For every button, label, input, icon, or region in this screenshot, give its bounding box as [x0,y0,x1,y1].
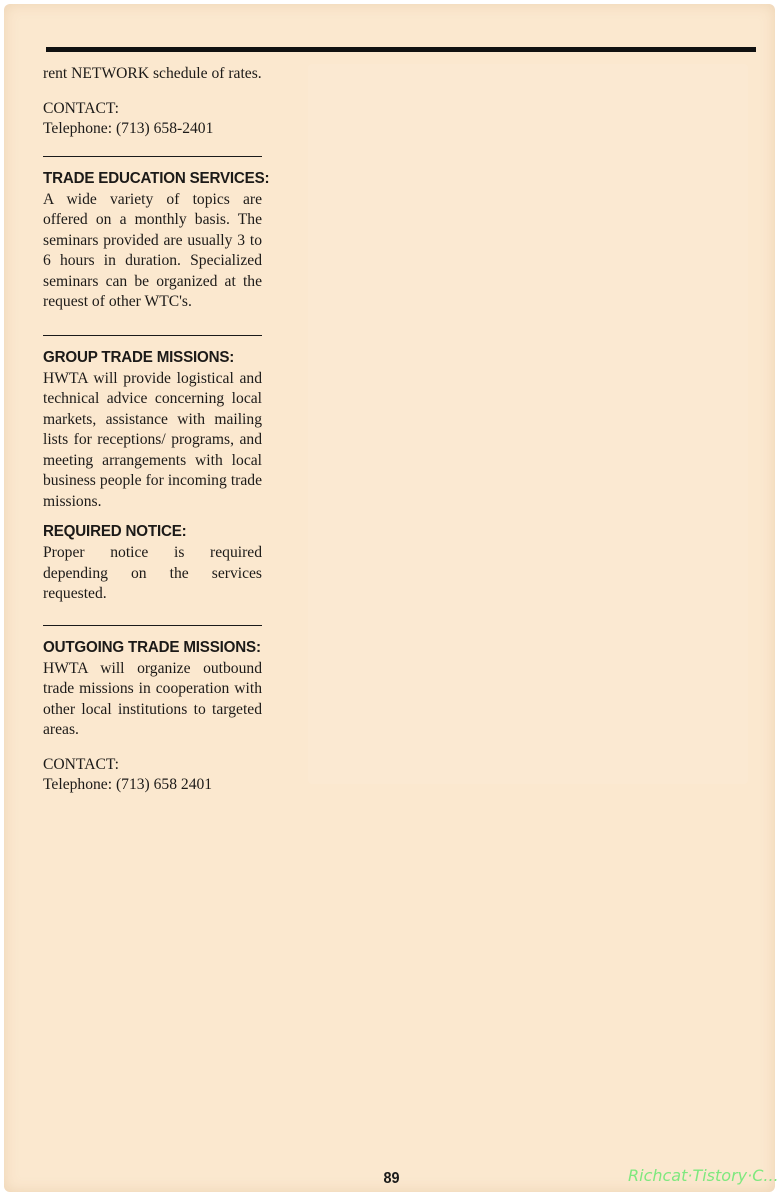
required-notice-body: Proper notice is required depending on the services requested. [43,544,262,602]
outgoing-contact-telephone: Telephone: (713) 658 2401 [43,776,213,793]
outgoing-contact-label: CONTACT: [43,755,119,773]
continued-text: rent NETWORK schedule of rates. [43,65,262,82]
page-number: 89 [383,1170,400,1187]
contact-telephone: Telephone: (713) 658-2401 [43,120,214,137]
group-trade-missions-heading: GROUP TRADE MISSIONS: [43,348,235,366]
required-notice-heading: REQUIRED NOTICE: [43,523,187,540]
trade-education-body: A wide variety of topics are offered on a monthly basis. The seminars provided are usually 3 to 6 hours in duration. Specialized seminars can be organized at the request of other WTC's. [43,190,262,310]
section-divider [43,156,262,157]
outgoing-trade-missions-heading: OUTGOING TRADE MISSIONS: [43,638,261,656]
section-divider [43,625,262,626]
text-column [43,64,270,796]
top-rule [46,47,756,52]
section-divider [43,335,262,336]
watermark: Richcat·Tistory·C... [628,1166,779,1185]
outgoing-trade-missions-body: HWTA will organize outbound trade missions in cooperation with other local institutions to targeted areas. [43,659,262,738]
trade-education-heading: TRADE EDUCATION SERVICES: [43,169,270,187]
show-through-panel [308,64,748,784]
contact-label: CONTACT: [43,99,119,117]
group-trade-missions-body: HWTA will provide logistical and technical advice concerning local markets, assistance with mailing lists for receptions/ programs, and meeting arrangements with local business people for incoming trade missions. [43,369,262,510]
